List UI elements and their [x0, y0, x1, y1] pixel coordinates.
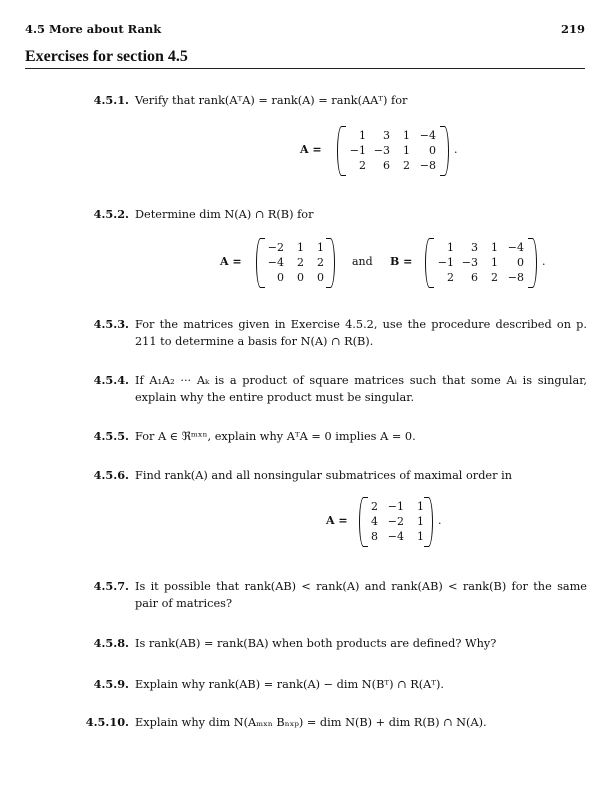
matrix-cell: −8: [507, 271, 524, 284]
matrix-cell: −4: [419, 129, 436, 142]
matrix-cell: 2: [359, 159, 366, 172]
matrix-cell: 6: [471, 271, 478, 284]
matrix-cell: 0: [317, 271, 324, 284]
exercise-4-5-9: [93, 676, 587, 693]
matrix-cell: 3: [383, 129, 390, 142]
exercise-text: Explain why dim N(Aₘₓₙ Bₙₓₚ) = dim N(B) + dim R(B) ∩ N(A).: [135, 716, 487, 729]
exercise-number: 4.5.3.: [93, 317, 129, 331]
matrix-cell: −3: [461, 256, 478, 269]
matrix-label: B =: [390, 255, 413, 268]
header-rule: [25, 68, 585, 69]
matrix-cell: 1: [491, 241, 498, 254]
matrix-cell: 1: [417, 500, 424, 513]
exercise-number: 4.5.7.: [93, 579, 129, 593]
matrix-grid: [344, 128, 436, 173]
exercise-4-5-3: [93, 316, 587, 350]
matrix-cell: −3: [373, 144, 390, 157]
running-header: [25, 22, 585, 40]
matrix-cell: −4: [267, 256, 284, 269]
exercise-4-5-2: [93, 206, 587, 223]
exercise-number: 4.5.2.: [93, 207, 129, 221]
exercise-number: 4.5.6.: [93, 468, 129, 482]
matrix-grid: [364, 499, 424, 544]
section-title: Exercises for section 4.5: [25, 48, 188, 65]
matrix-cell: 2: [491, 271, 498, 284]
matrix-cell: 1: [359, 129, 366, 142]
matrix-cell: 0: [277, 271, 284, 284]
matrix-cell: −4: [387, 530, 404, 543]
matrix-4-5-1: [300, 126, 480, 176]
matrix-cell: 0: [429, 144, 436, 157]
matrix-cell: 1: [417, 530, 424, 543]
exercise-4-5-8: [93, 635, 587, 652]
matrix-cell: 2: [317, 256, 324, 269]
matrix-4-5-6: [326, 497, 466, 547]
exercise-4-5-1: [93, 92, 587, 109]
matrix-cell: 8: [371, 530, 378, 543]
exercise-4-5-6: [93, 467, 587, 484]
matrix-cell: −1: [387, 500, 404, 513]
exercise-text: Is rank(AB) = rank(BA) when both products are defined? Why?: [135, 637, 497, 650]
exercise-text: Is it possible that rank(AB) < rank(A) and rank(AB) < rank(B) for the same pair of matrices?: [135, 580, 587, 610]
matrix-cell: 0: [517, 256, 524, 269]
exercise-number: 4.5.9.: [93, 677, 129, 691]
matrix-grid: [432, 240, 524, 285]
exercise-4-5-10: [85, 714, 587, 731]
matrix-end-punct: .: [454, 143, 458, 156]
matrix-cell: 1: [403, 129, 410, 142]
matrix-cell: −8: [419, 159, 436, 172]
matrix-cell: 2: [403, 159, 410, 172]
exercise-text: For A ∈ ℜᵐˣⁿ, explain why AᵀA = 0 implies A = 0.: [135, 430, 416, 443]
matrix-4-5-2-a: [220, 238, 340, 288]
matrix-grid: [262, 240, 324, 285]
matrix-cell: 1: [317, 241, 324, 254]
matrix-cell: −1: [349, 144, 366, 157]
exercise-4-5-7: [93, 578, 587, 612]
matrix-cell: 1: [297, 241, 304, 254]
matrix-cell: −1: [437, 256, 454, 269]
exercise-4-5-4: [93, 372, 587, 406]
exercise-4-5-5: [93, 428, 587, 445]
matrix-cell: 3: [471, 241, 478, 254]
right-paren: [440, 126, 449, 176]
exercise-number: 4.5.4.: [93, 373, 129, 387]
exercise-text: Determine dim N(A) ∩ R(B) for: [135, 208, 314, 221]
matrix-cell: 0: [297, 271, 304, 284]
matrix-cell: −2: [387, 515, 404, 528]
matrix-cell: 1: [491, 256, 498, 269]
right-paren: [424, 497, 433, 547]
matrix-cell: 2: [447, 271, 454, 284]
page-number: 219: [560, 22, 585, 36]
matrix-cell: −4: [507, 241, 524, 254]
matrix-4-5-2-b: [390, 238, 570, 288]
matrix-cell: 2: [297, 256, 304, 269]
matrix-label: A =: [220, 255, 242, 268]
exercise-number: 4.5.10.: [85, 715, 129, 729]
exercise-text: Explain why rank(AB) = rank(A) − dim N(Bᵀ) ∩ R(Aᵀ).: [135, 678, 445, 691]
exercise-number: 4.5.5.: [93, 429, 129, 443]
conjunction-and: and: [352, 255, 373, 268]
matrix-cell: 2: [371, 500, 378, 513]
exercise-text: For the matrices given in Exercise 4.5.2, use the procedure described on p. 211 to determine a basis for N(A) ∩ R(B).: [135, 318, 587, 348]
exercise-number: 4.5.8.: [93, 636, 129, 650]
matrix-label: A =: [300, 143, 322, 156]
exercise-number: 4.5.1.: [93, 93, 129, 107]
matrix-end-punct: .: [438, 514, 442, 527]
exercise-text: If A₁A₂ ··· Aₖ is a product of square matrices such that some Aᵢ is singular, explain why the entire product must be singular.: [135, 374, 587, 404]
matrix-cell: −2: [267, 241, 284, 254]
right-paren: [326, 238, 335, 288]
matrix-cell: 1: [403, 144, 410, 157]
right-paren: [528, 238, 537, 288]
matrix-cell: 4: [371, 515, 378, 528]
matrix-end-punct: .: [542, 255, 546, 268]
exercise-text: Verify that rank(AᵀA) = rank(A) = rank(AAᵀ) for: [135, 94, 408, 107]
running-header-title: 4.5 More about Rank: [25, 22, 162, 36]
matrix-cell: 1: [447, 241, 454, 254]
exercise-text: Find rank(A) and all nonsingular submatrices of maximal order in: [135, 469, 513, 482]
matrix-cell: 1: [417, 515, 424, 528]
matrix-label: A =: [326, 514, 348, 527]
matrix-cell: 6: [383, 159, 390, 172]
